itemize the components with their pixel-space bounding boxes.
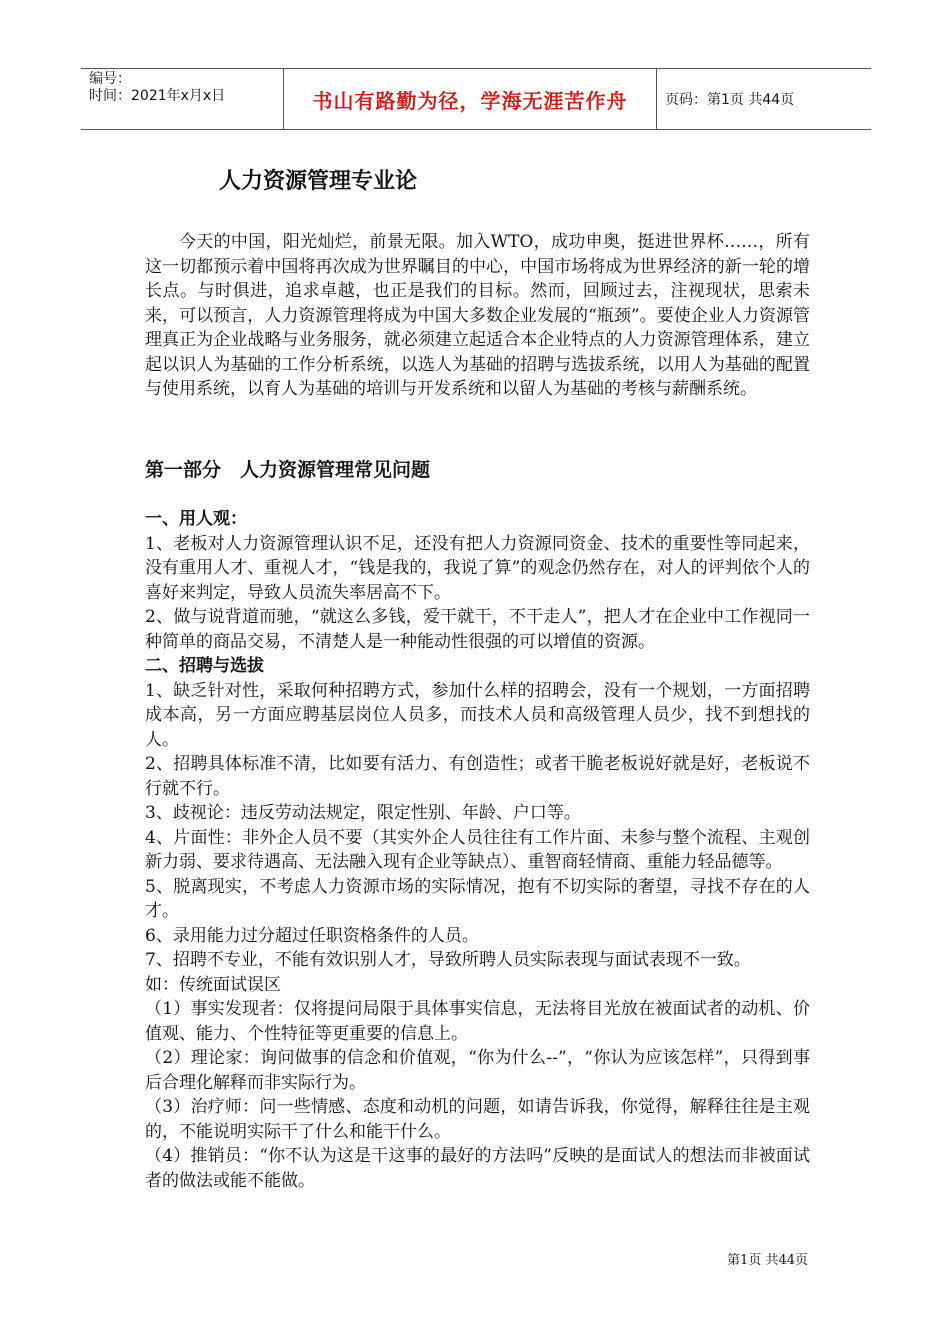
list-item: 3、歧视论：违反劳动法规定，限定性别、年龄、户口等。 (145, 803, 581, 823)
list-item: （2）理论家：询问做事的信念和价值观，“你为什么--”，“你认为应该怎样”，只得到事后合理化解释而非实际行为。 (145, 1048, 810, 1093)
list-item: 6、录用能力过分超过任职资格条件的人员。 (145, 925, 479, 946)
header-motto: 书山有路勤为径，学海无涯苦作舟 (284, 69, 657, 129)
list-item: 5、脱离现实，不考虑人力资源市场的实际情况，抱有不切实际的奢望，寻找不存在的人才。 (145, 876, 810, 921)
part-one-heading: 第一部分 人力资源管理常见问题 (145, 459, 431, 481)
list-item: （4）推销员：“你不认为这是干这事的最好的方法吗”反映的是面试人的想法而非被面试者的做法或能不能做。 (145, 1146, 810, 1191)
list-item: 2、做与说背道而驰，“就这么多钱，爱干就干，不干走人”，把人才在企业中工作视同一种简单的商品交易，不清楚人是一种能动性很强的可以增值的资源。 (145, 607, 810, 652)
list-item: （3）治疗师：问一些情感、态度和动机的问题，如请告诉我，你觉得，解释往往是主观的，不能说明实际干了什么和能干什么。 (145, 1097, 810, 1142)
list-item: 4、片面性：非外企人员不要（其实外企人员往往有工作片面、未参与整个流程、主观创新力弱、要求待遇高、无法融入现有企业等缺点）、重智商轻情商、重能力轻品德等。 (145, 827, 810, 872)
list-item: 2、招聘具体标准不清，比如要有活力、有创造性；或者干脆老板说好就是好，老板说不行就不行。 (145, 754, 810, 799)
list-item: （1）事实发现者：仅将提问局限于具体事实信息，无法将目光放在被面试者的动机、价值观、能力、个性特征等更重要的信息上。 (145, 999, 810, 1044)
document-time: 时间：2021年x月x日 (89, 88, 226, 104)
part-one-content (145, 507, 810, 1193)
header-meta (81, 69, 284, 129)
section-heading-employment-view: 一、用人观： (145, 509, 247, 529)
list-item: 1、缺乏针对性，采取何种招聘方式，参加什么样的招聘会，没有一个规划，一方面招聘成本高，另一方面应聘基层岗位人员多，而技术人员和高级管理人员少，找不到想找的人。 (145, 680, 810, 750)
list-item: 如：传统面试误区 (145, 974, 281, 995)
list-item: 1、老板对人力资源管理认识不足，还没有把人力资源同资金、技术的重要性等同起来，没有重用人才、重视人才，“钱是我的，我说了算”的观念仍然存在，对人的评判依个人的喜好来判定，导致人员流失率居高不下。 (145, 533, 810, 603)
section-heading-recruitment: 二、招聘与选拔 (145, 656, 264, 676)
list-item: 7、招聘不专业，不能有效识别人才，导致所聘人员实际表现与面试表现不一致。 (145, 950, 751, 970)
document-title: 人力资源管理专业论 (219, 169, 418, 194)
page-footer: 第1页 共44页 (727, 1253, 808, 1268)
intro-paragraph: 今天的中国，阳光灿烂，前景无限。加入WTO，成功申奥，挺进世界杯……，所有这一切都预示着中国将再次成为世界瞩目的中心，中国市场将成为世界经济的新一轮的增长点。与时俱进，追求卓越，也正是我们的目标。然而，回顾过去，注视现状，思索未来，可以预言，人力资源管理将成为中国大多数企业发展的“瓶颈”。要使企业人力资源管理真正为企业战略与业务服务，就必须建立起适合本企业特点的人力资源管理体系，建立起以识人为基础的工作分析系统，以选人为基础的招聘与选拔系统，以用人为基础的配置与使用系统，以育人为基础的培训与开发系统和以留人为基础的考核与薪酬系统。 (145, 232, 810, 399)
document-number-label: 编号： (89, 71, 131, 87)
page-header (81, 68, 871, 130)
header-page-code: 页码：第1页 共44页 (665, 92, 795, 108)
